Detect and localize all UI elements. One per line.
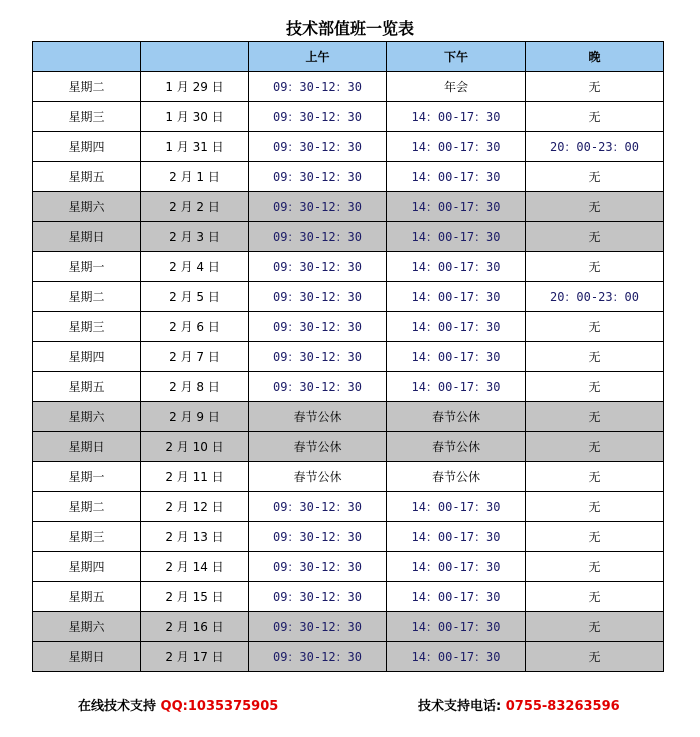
morning-cell: 09：30-12：30 — [249, 582, 387, 612]
afternoon-cell: 14：00-17：30 — [387, 132, 526, 162]
day-cell: 星期一 — [33, 252, 141, 282]
morning-cell: 09：30-12：30 — [249, 102, 387, 132]
online-support-qq[interactable]: QQ:1035375905 — [160, 699, 279, 714]
morning-cell: 09：30-12：30 — [249, 522, 387, 552]
online-support — [78, 698, 278, 716]
day-cell: 星期四 — [33, 342, 141, 372]
table-row — [33, 462, 664, 492]
date-cell: 2 月 7 日 — [141, 342, 249, 372]
date-cell: 2 月 4 日 — [141, 252, 249, 282]
date-cell: 2 月 12 日 — [141, 492, 249, 522]
table-row — [33, 432, 664, 462]
header-date — [141, 42, 249, 72]
table-row — [33, 282, 664, 312]
afternoon-cell: 14：00-17：30 — [387, 222, 526, 252]
evening-cell: 20：00-23：00 — [526, 132, 664, 162]
evening-cell: 无 — [526, 312, 664, 342]
table-body — [33, 72, 664, 672]
table-row — [33, 102, 664, 132]
phone-support-label: 技术支持电话: — [418, 699, 502, 714]
afternoon-cell: 年会 — [387, 72, 526, 102]
evening-cell: 无 — [526, 522, 664, 552]
day-cell: 星期六 — [33, 612, 141, 642]
evening-cell: 无 — [526, 492, 664, 522]
date-cell: 1 月 31 日 — [141, 132, 249, 162]
afternoon-cell: 春节公休 — [387, 432, 526, 462]
day-cell: 星期五 — [33, 162, 141, 192]
table-row — [33, 222, 664, 252]
date-cell: 2 月 15 日 — [141, 582, 249, 612]
evening-cell: 无 — [526, 222, 664, 252]
afternoon-cell: 14：00-17：30 — [387, 282, 526, 312]
evening-cell: 无 — [526, 252, 664, 282]
phone-support-number[interactable]: 0755-83263596 — [505, 699, 620, 714]
table-row — [33, 552, 664, 582]
header-evening: 晚 — [526, 42, 664, 72]
table-row — [33, 192, 664, 222]
table-row — [33, 522, 664, 552]
table-row — [33, 72, 664, 102]
header-row — [33, 42, 664, 72]
duty-schedule-table — [32, 41, 664, 672]
date-cell: 2 月 16 日 — [141, 612, 249, 642]
evening-cell: 20：00-23：00 — [526, 282, 664, 312]
afternoon-cell: 14：00-17：30 — [387, 552, 526, 582]
day-cell: 星期五 — [33, 372, 141, 402]
morning-cell: 09：30-12：30 — [249, 192, 387, 222]
evening-cell: 无 — [526, 342, 664, 372]
table-row — [33, 132, 664, 162]
date-cell: 2 月 3 日 — [141, 222, 249, 252]
table-row — [33, 402, 664, 432]
date-cell: 2 月 10 日 — [141, 432, 249, 462]
afternoon-cell: 14：00-17：30 — [387, 522, 526, 552]
evening-cell: 无 — [526, 432, 664, 462]
evening-cell: 无 — [526, 462, 664, 492]
date-cell: 2 月 11 日 — [141, 462, 249, 492]
afternoon-cell: 14：00-17：30 — [387, 102, 526, 132]
table-row — [33, 612, 664, 642]
header-afternoon: 下午 — [387, 42, 526, 72]
morning-cell: 09：30-12：30 — [249, 552, 387, 582]
afternoon-cell: 春节公休 — [387, 402, 526, 432]
table-row — [33, 582, 664, 612]
table-row — [33, 312, 664, 342]
morning-cell: 09：30-12：30 — [249, 282, 387, 312]
date-cell: 2 月 5 日 — [141, 282, 249, 312]
morning-cell: 春节公休 — [249, 432, 387, 462]
morning-cell: 09：30-12：30 — [249, 312, 387, 342]
morning-cell: 09：30-12：30 — [249, 372, 387, 402]
morning-cell: 春节公休 — [249, 462, 387, 492]
table-row — [33, 372, 664, 402]
morning-cell: 09：30-12：30 — [249, 252, 387, 282]
header-morning: 上午 — [249, 42, 387, 72]
afternoon-cell: 14：00-17：30 — [387, 612, 526, 642]
evening-cell: 无 — [526, 72, 664, 102]
date-cell: 2 月 17 日 — [141, 642, 249, 672]
date-cell: 2 月 14 日 — [141, 552, 249, 582]
date-cell: 2 月 13 日 — [141, 522, 249, 552]
afternoon-cell: 14：00-17：30 — [387, 162, 526, 192]
online-support-label: 在线技术支持 — [78, 699, 157, 714]
day-cell: 星期六 — [33, 192, 141, 222]
day-cell: 星期三 — [33, 312, 141, 342]
day-cell: 星期二 — [33, 72, 141, 102]
afternoon-cell: 14：00-17：30 — [387, 192, 526, 222]
table-row — [33, 252, 664, 282]
evening-cell: 无 — [526, 642, 664, 672]
evening-cell: 无 — [526, 372, 664, 402]
evening-cell: 无 — [526, 162, 664, 192]
afternoon-cell: 14：00-17：30 — [387, 312, 526, 342]
afternoon-cell: 14：00-17：30 — [387, 582, 526, 612]
evening-cell: 无 — [526, 612, 664, 642]
date-cell: 2 月 8 日 — [141, 372, 249, 402]
afternoon-cell: 14：00-17：30 — [387, 342, 526, 372]
day-cell: 星期一 — [33, 462, 141, 492]
afternoon-cell: 14：00-17：30 — [387, 372, 526, 402]
day-cell: 星期三 — [33, 522, 141, 552]
afternoon-cell: 14：00-17：30 — [387, 492, 526, 522]
page-title: 技术部值班一览表 — [285, 19, 414, 38]
morning-cell: 09：30-12：30 — [249, 492, 387, 522]
date-cell: 2 月 9 日 — [141, 402, 249, 432]
date-cell: 2 月 2 日 — [141, 192, 249, 222]
day-cell: 星期四 — [33, 552, 141, 582]
morning-cell: 09：30-12：30 — [249, 162, 387, 192]
table-row — [33, 162, 664, 192]
day-cell: 星期二 — [33, 282, 141, 312]
afternoon-cell: 14：00-17：30 — [387, 642, 526, 672]
table-header — [33, 42, 664, 72]
table-row — [33, 342, 664, 372]
day-cell: 星期二 — [33, 492, 141, 522]
afternoon-cell: 14：00-17：30 — [387, 252, 526, 282]
evening-cell: 无 — [526, 402, 664, 432]
afternoon-cell: 春节公休 — [387, 462, 526, 492]
morning-cell: 09：30-12：30 — [249, 342, 387, 372]
phone-support — [418, 698, 620, 716]
day-cell: 星期日 — [33, 642, 141, 672]
date-cell: 2 月 1 日 — [141, 162, 249, 192]
table-row — [33, 642, 664, 672]
day-cell: 星期日 — [33, 222, 141, 252]
day-cell: 星期日 — [33, 432, 141, 462]
evening-cell: 无 — [526, 192, 664, 222]
day-cell: 星期六 — [33, 402, 141, 432]
morning-cell: 09：30-12：30 — [249, 642, 387, 672]
evening-cell: 无 — [526, 582, 664, 612]
date-cell: 1 月 29 日 — [141, 72, 249, 102]
morning-cell: 09：30-12：30 — [249, 612, 387, 642]
date-cell: 1 月 30 日 — [141, 102, 249, 132]
morning-cell: 09：30-12：30 — [249, 222, 387, 252]
header-day — [33, 42, 141, 72]
table-row — [33, 492, 664, 522]
evening-cell: 无 — [526, 102, 664, 132]
morning-cell: 09：30-12：30 — [249, 72, 387, 102]
morning-cell: 09：30-12：30 — [249, 132, 387, 162]
day-cell: 星期四 — [33, 132, 141, 162]
date-cell: 2 月 6 日 — [141, 312, 249, 342]
day-cell: 星期五 — [33, 582, 141, 612]
morning-cell: 春节公休 — [249, 402, 387, 432]
day-cell: 星期三 — [33, 102, 141, 132]
evening-cell: 无 — [526, 552, 664, 582]
